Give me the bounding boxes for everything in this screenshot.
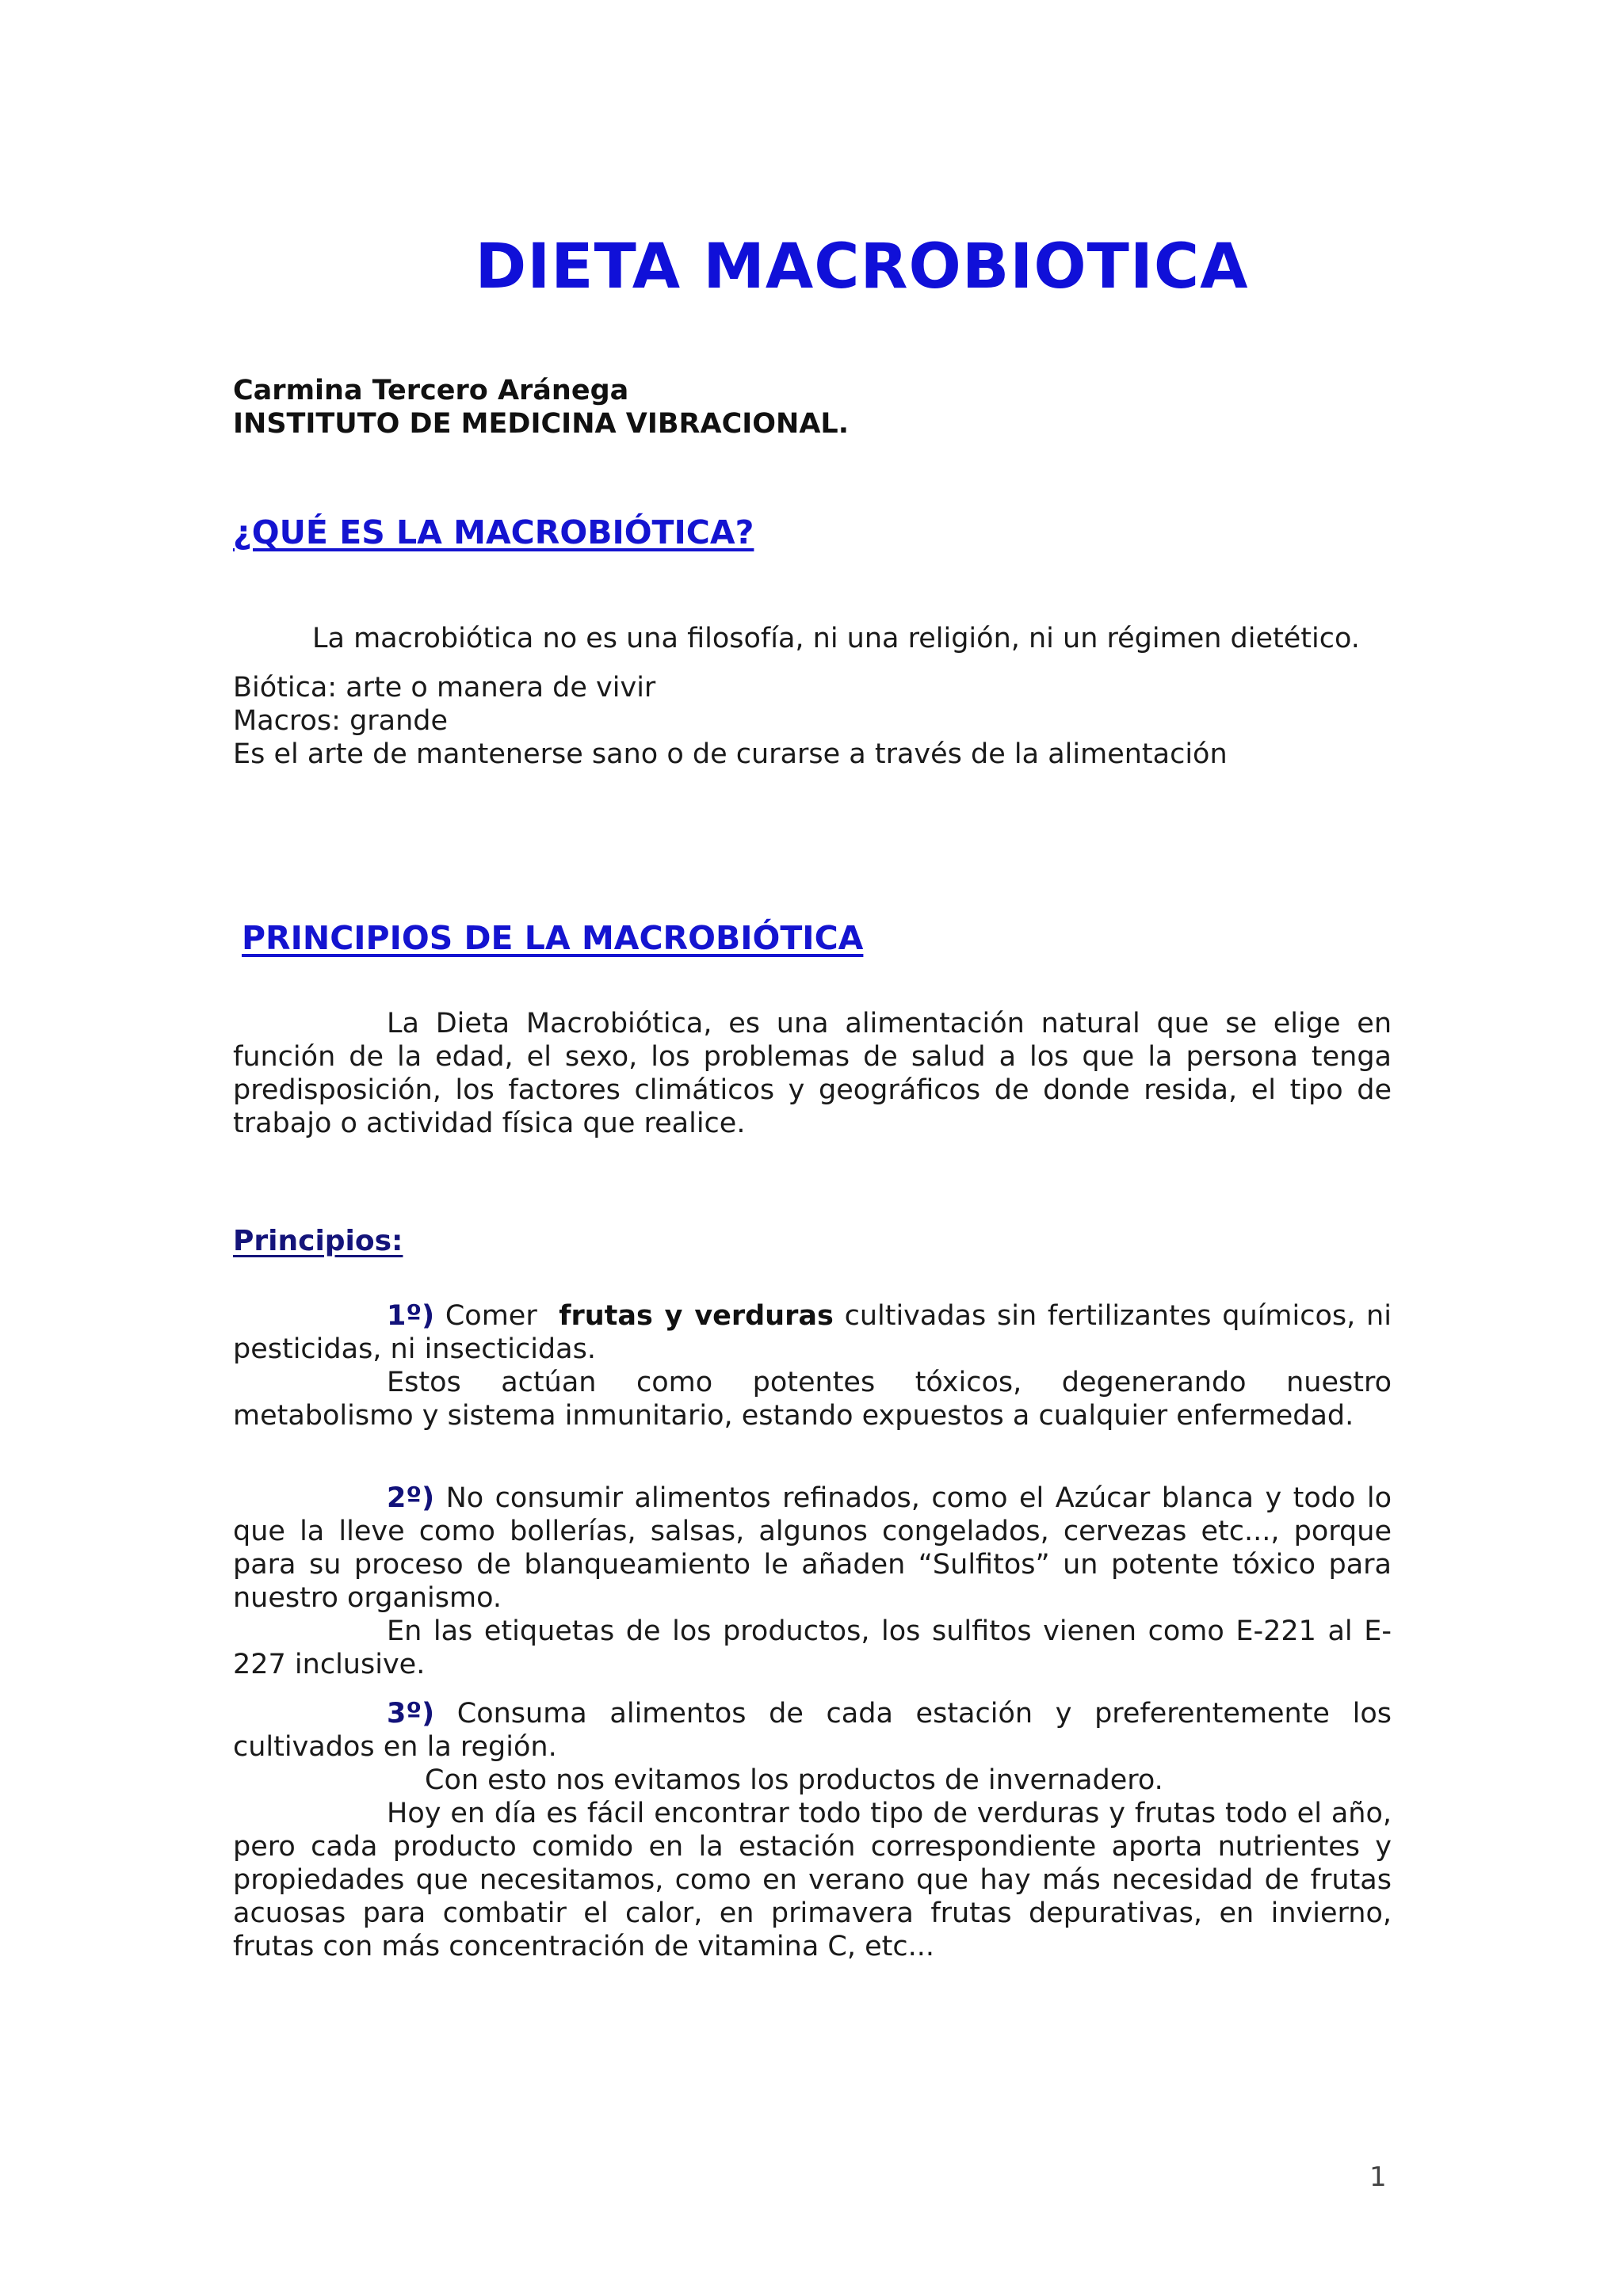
page-number: 1: [1369, 2161, 1387, 2193]
principle-2-detail: En las etiquetas de los productos, los sulfitos vienen como E-221 al E-227 inclusive.: [233, 1615, 1392, 1680]
principle-2-text: No consumir alimentos refinados, como el Azúcar blanca y todo lo que la lleve como bollerías, salsas, algunos congelados, cervezas etc..., porque para su proceso de blanqueamiento le añaden “Sulfitos” un potente tóxico para nuestro organismo.: [233, 1482, 1392, 1614]
principle-1: [233, 1299, 1392, 1366]
principle-3-explanation: Hoy en día es fácil encontrar todo tipo de verduras y frutas todo el año, pero cada producto comido en la estación correspondiente aporta nutrientes y propiedades que necesitamos, como en verano que hay más necesidad de frutas acuosas para combatir el calor, en primavera frutas depurativas, en invierno, frutas con más concentración de vitamina C, etc...: [233, 1798, 1392, 1962]
author-institute: INSTITUTO DE MEDICINA VIBRACIONAL.: [233, 408, 850, 440]
principle-1-highlight: frutas y verduras: [559, 1300, 834, 1332]
principle-1-text-start: Comer: [445, 1300, 537, 1332]
definition-line: Macros: grande: [233, 705, 449, 737]
principles-paragraph: La Dieta Macrobiótica, es una alimentación natural que se elige en función de la edad, el sexo, los problemas de salud a los que la persona tenga predisposición, los factores climáticos y geográficos de donde resida, el tipo de trabajo o actividad física que realice.: [233, 1008, 1392, 1139]
principle-1-text-end: cultivadas sin fertilizantes químicos, ni pesticidas, ni insecticidas.: [233, 1300, 1392, 1365]
principle-3-detail: Con esto nos evitamos los productos de invernadero.: [425, 1764, 1163, 1796]
author-name: Carmina Tercero Aránega: [233, 375, 629, 406]
principle-number: 1º): [387, 1300, 435, 1332]
definition-line: Biótica: arte o manera de vivir: [233, 672, 656, 704]
document-title: DIETA MACROBIOTICA: [475, 231, 1249, 303]
principle-3: [233, 1697, 1392, 1764]
section-intro-paragraph: La macrobiótica no es una filosofía, ni una religión, ni un régimen dietético.: [312, 623, 1360, 654]
section-heading-principles: PRINCIPIOS DE LA MACROBIÓTICA: [242, 919, 864, 957]
principle-1-detail: Estos actúan como potentes tóxicos, degenerando nuestro metabolismo y sistema inmunitario, estando expuestos a cualquier enfermedad.: [233, 1367, 1392, 1432]
principios-subheading: Principios:: [233, 1225, 403, 1257]
principle-number: 2º): [387, 1482, 435, 1514]
author-block: [233, 374, 849, 441]
definition-line: Es el arte de mantenerse sano o de curarse a través de la alimentación: [233, 738, 1228, 770]
definition-lines: [233, 671, 1392, 771]
principle-3-text: Consuma alimentos de cada estación y preferentemente los cultivados en la región.: [233, 1698, 1392, 1763]
section-heading-what-is: ¿QUÉ ES LA MACROBIÓTICA?: [233, 513, 754, 551]
principle-2: [233, 1482, 1392, 1615]
principle-number: 3º): [387, 1698, 435, 1730]
